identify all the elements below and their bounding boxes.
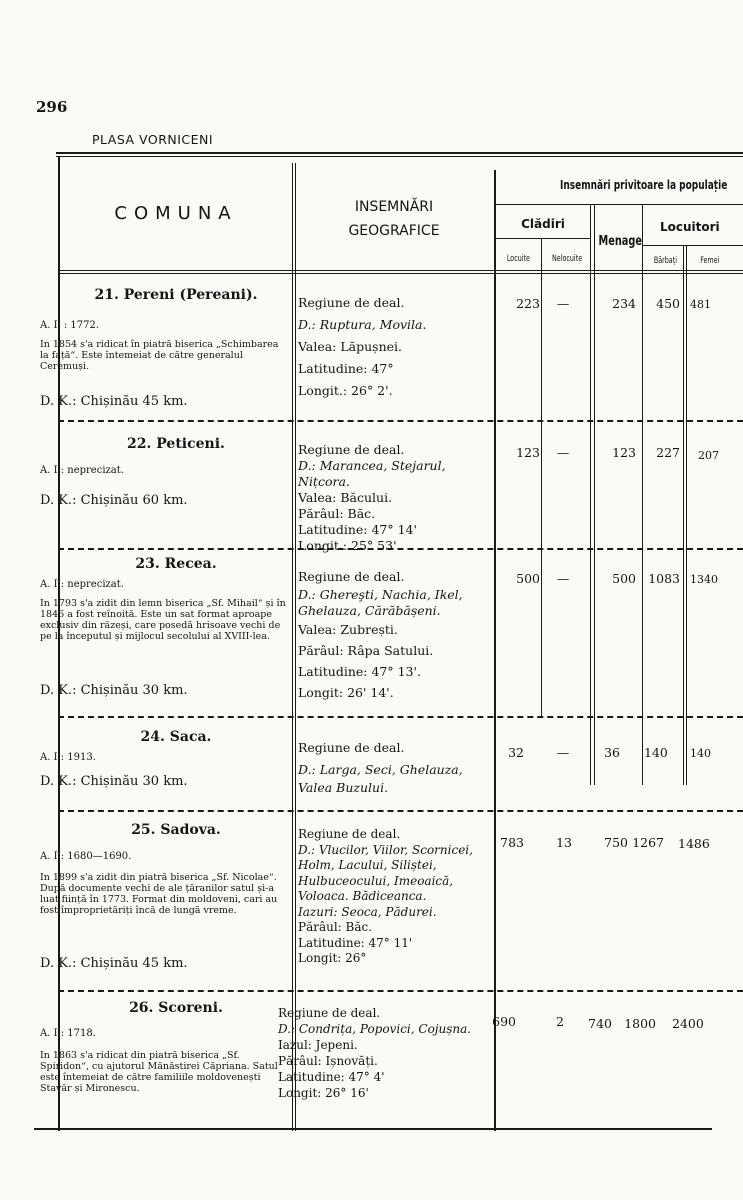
header-cladiri: Clădiri — [521, 217, 565, 231]
nelocuite-value: 2 — [556, 1014, 564, 1029]
row-separator — [58, 990, 743, 992]
header-rule-pop — [494, 204, 743, 205]
menage-value: 750 — [604, 835, 628, 850]
geo-notes — [278, 1005, 486, 1101]
commune-title: 24. Saca. — [140, 729, 212, 745]
header-comuna: COMUNA — [114, 203, 238, 224]
header-bottom-rule-2 — [58, 273, 743, 274]
header-locuite: Locuite — [506, 254, 530, 264]
header-bottom-rule — [58, 270, 743, 271]
header-rule-cladiri — [496, 238, 591, 239]
femei-value: 481 — [690, 298, 711, 311]
locuite-value: 32 — [508, 745, 524, 760]
geo-line: Longit: 26° — [298, 951, 367, 965]
geo-notes — [298, 739, 488, 797]
locuite-value: 783 — [500, 835, 524, 850]
col-divider-femei-2 — [686, 245, 687, 785]
col-divider-menage — [590, 205, 591, 785]
commune-title: 26. Scoreni. — [129, 1000, 223, 1016]
commune-note: In 1863 s'a ridicat din piatră biserica „Sf. Spiridon“, cu ajutorul Mănăstirei Căpriana. Satul este întemeiat de către familiile moldovenești Stavăr și Mironescu. — [40, 1050, 278, 1094]
geo-line: Regiune de deal. — [298, 569, 405, 584]
commune-ai: A. I. : 1772. — [40, 320, 100, 331]
geo-line: Iazuri: Seoca, Pădurei. — [298, 904, 437, 919]
femei-value: 1340 — [690, 573, 718, 586]
geo-notes — [298, 827, 488, 967]
commune-note: In 1854 s'a ridicat în piatră biserica „Schimbarea la față“. Este întemeiat de către generalul Ceremuși. — [40, 339, 279, 372]
commune-title: 25. Sadova. — [131, 822, 221, 838]
nelocuite-value: — — [556, 296, 570, 311]
commune-dk: D. K.: Chișinău 45 km. — [40, 956, 188, 971]
header-femei: Femei — [700, 256, 720, 266]
header-nelocuite: Nelocuite — [552, 254, 583, 264]
table-top-rule-thin — [56, 156, 743, 157]
nelocuite-value: — — [556, 571, 570, 586]
col-divider-menage-2 — [594, 205, 595, 785]
col-divider-nelocuite — [541, 238, 542, 718]
barbati-value: 450 — [656, 296, 680, 311]
commune-title: 23. Recea. — [135, 556, 217, 572]
table-bottom-rule — [34, 1128, 712, 1130]
geo-line: Latitudine: 47° 11' — [298, 935, 413, 950]
geo-line: Regiune de deal. — [278, 1006, 381, 1020]
geo-notes — [298, 442, 488, 554]
commune-dk: D. K.: Chișinău 30 km. — [40, 683, 188, 698]
menage-value: 500 — [612, 571, 636, 586]
geo-line: D.: Larga, Seci, Ghelauza, — [298, 762, 463, 777]
geo-line: D.: Vlucilor, Viilor, Scornicei, Holm, Lacului, Siliștei, Hulbuceocului, Imeoaică, Voloaca. Bădiceanca. — [298, 842, 473, 903]
barbati-value: 1267 — [632, 835, 664, 850]
row-separator — [58, 420, 743, 422]
commune-title: 22. Peticeni. — [127, 436, 225, 452]
header-barbati: Bărbați — [653, 256, 677, 266]
geo-line: Longit.: 25° 53'. — [298, 538, 401, 553]
commune-ai: A. I.: neprecizat. — [40, 465, 124, 476]
section-title: PLASA VORNICENI — [92, 132, 214, 147]
locuite-value: 500 — [516, 571, 540, 586]
header-insemnari-line1: INSEMNĂRI — [354, 199, 434, 215]
locuite-value: 123 — [516, 445, 540, 460]
geo-line: D.: Ghereşti, Nachia, Ikel, — [298, 587, 463, 602]
geo-line: Latitudine: 47° 4' — [278, 1070, 385, 1084]
geo-line: Iazul: Jepeni. — [278, 1038, 358, 1052]
nelocuite-value: — — [556, 445, 570, 460]
geo-line: Regiune de deal. — [298, 442, 405, 457]
femei-value: 1486 — [678, 836, 710, 851]
barbati-value: 1800 — [624, 1016, 656, 1031]
nelocuite-value: 13 — [556, 835, 572, 850]
geo-line: Latitudine: 47° — [298, 361, 394, 376]
row-separator — [58, 810, 743, 812]
femei-value: 207 — [698, 449, 719, 462]
col-divider-pop — [494, 170, 496, 1131]
geo-line: Regiune de deal. — [298, 295, 405, 310]
barbati-value: 1083 — [648, 571, 680, 586]
geo-line: D.: Condrița, Popovici, Cojușna. — [278, 1022, 472, 1036]
geo-line: Longit: 26' 14'. — [298, 685, 394, 700]
geo-line: Părâul: Băc. — [298, 920, 373, 934]
geo-line: D.: Ruptura, Movila. — [298, 317, 427, 332]
commune-ai: A. I.: 1913. — [40, 752, 96, 763]
menage-value: 740 — [588, 1016, 612, 1031]
geo-line: Nițcora. — [298, 474, 350, 489]
menage-value: 123 — [612, 445, 636, 460]
geo-line: Părâul: Râpa Satului. — [298, 643, 434, 658]
geo-line: Părâul: Ișnovăți. — [278, 1054, 378, 1068]
col-divider-geo-2 — [295, 163, 296, 1131]
header-menage: Menage — [598, 234, 642, 249]
geo-line: Latitudine: 47° 13'. — [298, 664, 421, 679]
geo-line: Longit: 26° 16' — [278, 1086, 369, 1100]
geo-line: Regiune de deal. — [298, 827, 401, 841]
col-divider-geo — [292, 163, 293, 1131]
geo-line: Valea: Lăpușnei. — [298, 339, 403, 354]
commune-ai: A. I.: 1680—1690. — [40, 851, 132, 862]
geo-line: Ghelauza, Cărăbășeni. — [298, 603, 441, 618]
header-rule-locuitori — [643, 245, 743, 246]
commune-dk: D. K.: Chișinău 30 km. — [40, 774, 188, 789]
nelocuite-value: — — [556, 745, 570, 760]
menage-value: 36 — [604, 745, 620, 760]
geo-line: Valea: Zubrești. — [298, 622, 398, 637]
header-locuitori: Locuitori — [660, 220, 720, 234]
geo-line: Latitudine: 47° 14' — [298, 522, 417, 537]
table-top-rule — [56, 152, 743, 154]
femei-value: 140 — [690, 747, 711, 760]
commune-note: In 1899 s'a zidit din piatră biserica „Sf. Nicolae“. După documente vechi de ale țăranilor satul și-a luat ființă în 1773. Format din moldoveni, cari au fost împroprietăriți încă de lungă vreme. — [40, 872, 278, 916]
geo-line: Părâul: Băc. — [298, 506, 376, 521]
locuite-value: 223 — [516, 296, 540, 311]
geo-line: Valea: Băcului. — [298, 490, 393, 505]
commune-dk: D. K.: Chișinău 45 km. — [40, 394, 188, 409]
row-separator — [58, 716, 743, 718]
page-number: 296 — [36, 98, 68, 116]
commune-ai: A. I.: neprecizat. — [40, 579, 124, 590]
barbati-value: 227 — [656, 445, 680, 460]
header-insemnari-line2: GEOGRAFICE — [348, 223, 440, 239]
geo-notes — [298, 566, 488, 703]
menage-value: 234 — [612, 296, 636, 311]
geo-notes — [298, 292, 488, 402]
commune-note: In 1793 s'a zidit din lemn biserica „Sf. Mihail“ și în 1846 a fost reînoită. Este un sat format aproape exclusiv din răzeși, care posedă hrisoave vechi de pe la începutul și mijlocul secolului al XVIII-lea. — [40, 598, 286, 642]
header-insemnari — [300, 195, 488, 243]
commune-dk: D. K.: Chișinău 60 km. — [40, 493, 188, 508]
geo-line: D.: Marancea, Stejarul, — [298, 458, 446, 473]
header-populatie: Insemnări privitoare la populație — [560, 178, 728, 192]
commune-ai: A. I.: 1718. — [40, 1028, 96, 1039]
geo-line: Regiune de deal. — [298, 740, 405, 755]
barbati-value: 140 — [644, 745, 668, 760]
col-divider-barbati — [642, 205, 643, 785]
col-divider-femei — [683, 245, 684, 785]
locuite-value: 690 — [492, 1014, 516, 1029]
commune-title: 21. Pereni (Pereani). — [94, 287, 258, 303]
femei-value: 2400 — [672, 1016, 704, 1031]
table-left-border — [58, 156, 60, 1131]
geo-line: Valea Buzului. — [298, 780, 389, 795]
geo-line: Longit.: 26° 2'. — [298, 383, 393, 398]
